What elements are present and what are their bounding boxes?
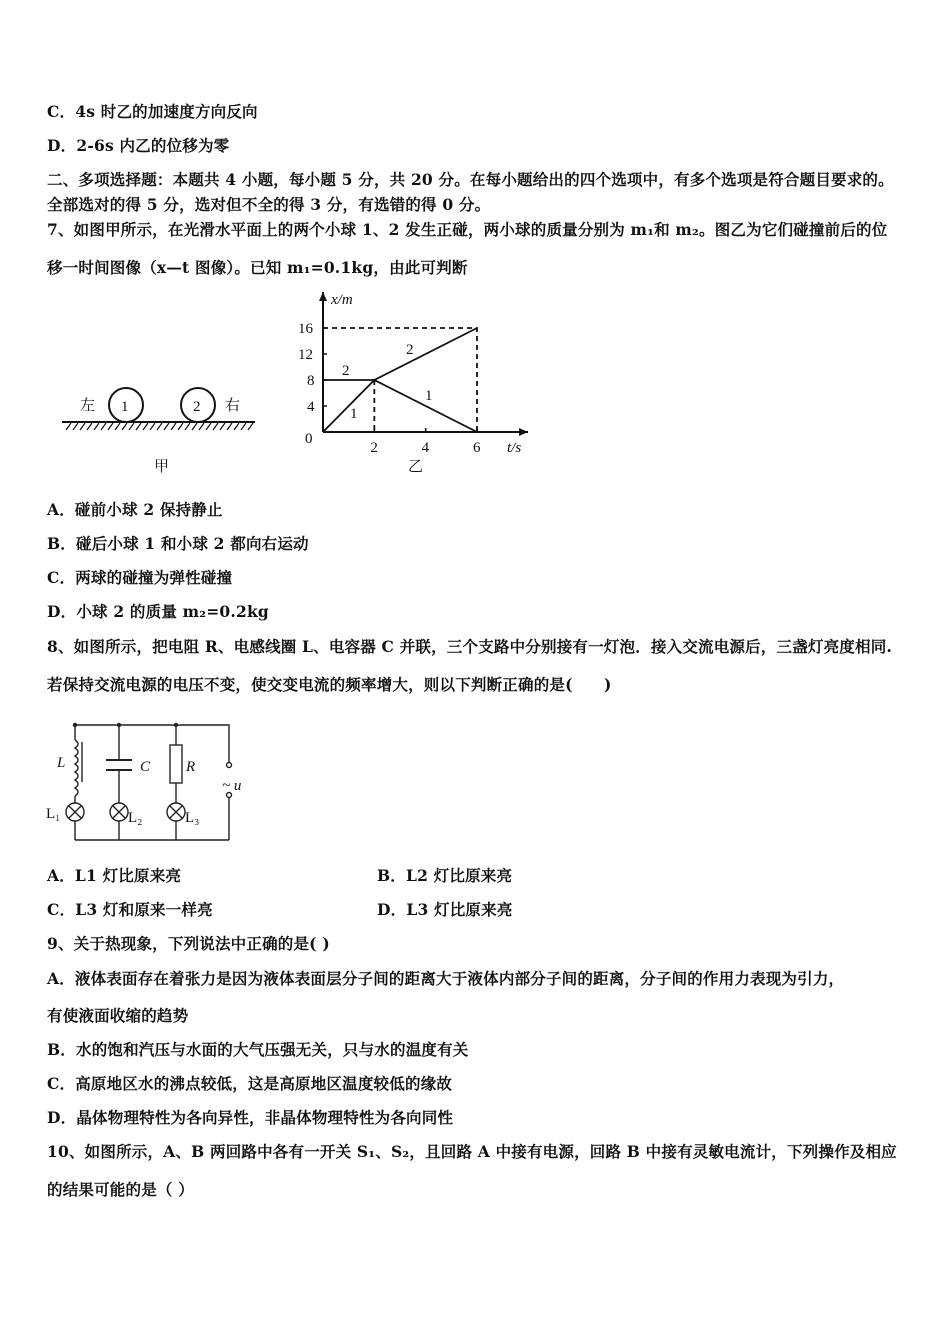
ground-hatch [157, 423, 162, 430]
lamp-l1-label: L₁ [46, 806, 61, 822]
ground-hatch [185, 423, 190, 430]
ground-hatch [150, 423, 155, 430]
x-axis-arrow [519, 428, 528, 436]
series-2-line [323, 328, 477, 380]
q10-stem-line2: 的结果可能的是（ ） [47, 1180, 194, 1199]
q10-stem-line1: 10、如图所示，A、B 两回路中各有一开关 S₁、S₂，且回路 A 中接有电源，回路 B 中接有灵敏电流计，下列操作及相应 [47, 1142, 897, 1161]
figure-yi-caption: 乙 [408, 459, 424, 475]
figure-jia-caption: 甲 [154, 459, 170, 475]
xt-chart [298, 292, 528, 456]
q7-stem-line1: 7、如图甲所示，在光滑水平面上的两个小球 1、2 发生正碰，两小球的质量分别为 m₁和 m₂。图乙为它们碰撞前后的位 [47, 220, 888, 239]
ground-hatch [73, 423, 78, 430]
series-1-line [323, 380, 477, 432]
ground-hatch [171, 423, 176, 430]
ground-hatch [94, 423, 99, 430]
q9-option-b: B．水的饱和汽压与水面的大气压强无关，只与水的温度有关 [47, 1040, 469, 1059]
ground-hatch [234, 423, 239, 430]
ball-1-label: 1 [121, 399, 129, 415]
capacitor-label: C [140, 759, 151, 775]
series-2-label-before: 2 [342, 363, 350, 379]
left-label: 左 [80, 398, 96, 414]
ground-hatch [115, 423, 120, 430]
series-1-label-before: 1 [350, 406, 358, 422]
x-tick-label: 6 [473, 440, 481, 456]
resistor-label: R [186, 759, 196, 775]
ground-hatch [122, 423, 127, 430]
ground-hatch [66, 423, 71, 430]
inductor-label: L [57, 755, 66, 771]
q9-option-d: D．晶体物理特性为各向异性，非晶体物理特性为各向同性 [47, 1108, 454, 1127]
resistor [170, 745, 182, 783]
q7-option-a: A．碰前小球 2 保持静止 [47, 500, 223, 519]
ground-hatch [164, 423, 169, 430]
q6-option-c: C．4s 时乙的加速度方向反向 [47, 102, 258, 121]
ball-2-label: 2 [193, 399, 201, 415]
ground-hatch [136, 423, 141, 430]
section-2-scoring: 全部选对的得 5 分，选对但不全的得 3 分，有选错的得 0 分。 [47, 195, 491, 214]
origin-label: 0 [305, 431, 313, 447]
ground-hatch [213, 423, 218, 430]
q7-option-d: D．小球 2 的质量 m₂=0.2kg [47, 602, 269, 621]
y-axis-arrow [319, 292, 327, 301]
guide-dashed-16 [323, 328, 477, 432]
q8-option-b: B．L2 灯比原来亮 [377, 866, 513, 885]
q9-option-a-line1: A．液体表面存在着张力是因为液体表面层分子间的距离大于液体内部分子间的距离，分子间的作用力表现为引力， [47, 969, 845, 988]
section-2-heading: 二、多项选择题：本题共 4 小题，每小题 5 分，共 20 分。在每小题给出的四个选项中，有多个选项是符合题目要求的。 [47, 170, 894, 189]
x-tick-label: 2 [370, 440, 378, 456]
inductor-coil [75, 740, 78, 796]
terminal-bottom [227, 793, 232, 798]
ground-hatch [241, 423, 246, 430]
ground-hatch [178, 423, 183, 430]
ground-hatch [108, 423, 113, 430]
ground-hatch [220, 423, 225, 430]
lamp-l3 [167, 803, 185, 821]
q7-stem-line2: 移一时间图像（x—t 图像）。已知 m₁=0.1kg，由此可判断 [47, 258, 468, 277]
q8-stem-line2: 若保持交流电源的电压不变，使交变电流的频率增大，则以下判断正确的是( ) [47, 675, 612, 694]
ground-hatch [227, 423, 232, 430]
y-tick-label: 4 [307, 399, 315, 415]
lamp-l2 [110, 803, 128, 821]
ball-1 [109, 388, 143, 422]
ground-hatch [80, 423, 85, 430]
ground-hatch [129, 423, 134, 430]
q7-option-b: B．碰后小球 1 和小球 2 都向右运动 [47, 534, 309, 553]
q9-stem: 9、关于热现象，下列说法中正确的是( ) [47, 934, 330, 953]
circuit-diagram [66, 724, 232, 841]
series-2-label-after: 2 [406, 342, 414, 358]
terminal-top [227, 763, 232, 768]
y-tick-label: 8 [307, 373, 315, 389]
right-label: 右 [225, 398, 241, 414]
ground-hatch [143, 423, 148, 430]
x-axis-label: t/s [507, 440, 522, 456]
lamp-l1 [66, 803, 84, 821]
q8-option-c: C．L3 灯和原来一样亮 [47, 900, 213, 919]
q6-option-d: D．2-6s 内乙的位移为零 [47, 136, 230, 155]
ground-hatch [199, 423, 204, 430]
y-axis-label: x/m [331, 292, 353, 308]
ball-2 [181, 388, 215, 422]
q8-option-a: A．L1 灯比原来亮 [47, 866, 182, 885]
q9-option-c: C．高原地区水的沸点较低，这是高原地区温度较低的缘故 [47, 1074, 453, 1093]
lamp-l3-label: L₃ [185, 810, 200, 826]
q8-option-d: D．L3 灯比原来亮 [377, 900, 513, 919]
q7-option-c: C．两球的碰撞为弹性碰撞 [47, 568, 233, 587]
q9-option-a-line2: 有使液面收缩的趋势 [47, 1006, 189, 1025]
series-1-label-after: 1 [425, 388, 433, 404]
source-label: ~ u [222, 778, 242, 794]
lamp-l2-label: L₂ [128, 810, 143, 826]
q8-stem-line1: 8、如图所示，把电阻 R、电感线圈 L、电容器 C 并联，三个支路中分别接有一灯泡．接入交流电源后，三盏灯亮度相同. [47, 637, 892, 656]
ground-hatch [192, 423, 197, 430]
ground-hatch [248, 423, 253, 430]
ground-hatch [87, 423, 92, 430]
ground-hatch [206, 423, 211, 430]
ground [62, 422, 255, 430]
ground-hatch [101, 423, 106, 430]
y-tick-label: 16 [298, 321, 313, 337]
y-tick-label: 12 [298, 347, 313, 363]
x-tick-label: 4 [421, 440, 430, 456]
